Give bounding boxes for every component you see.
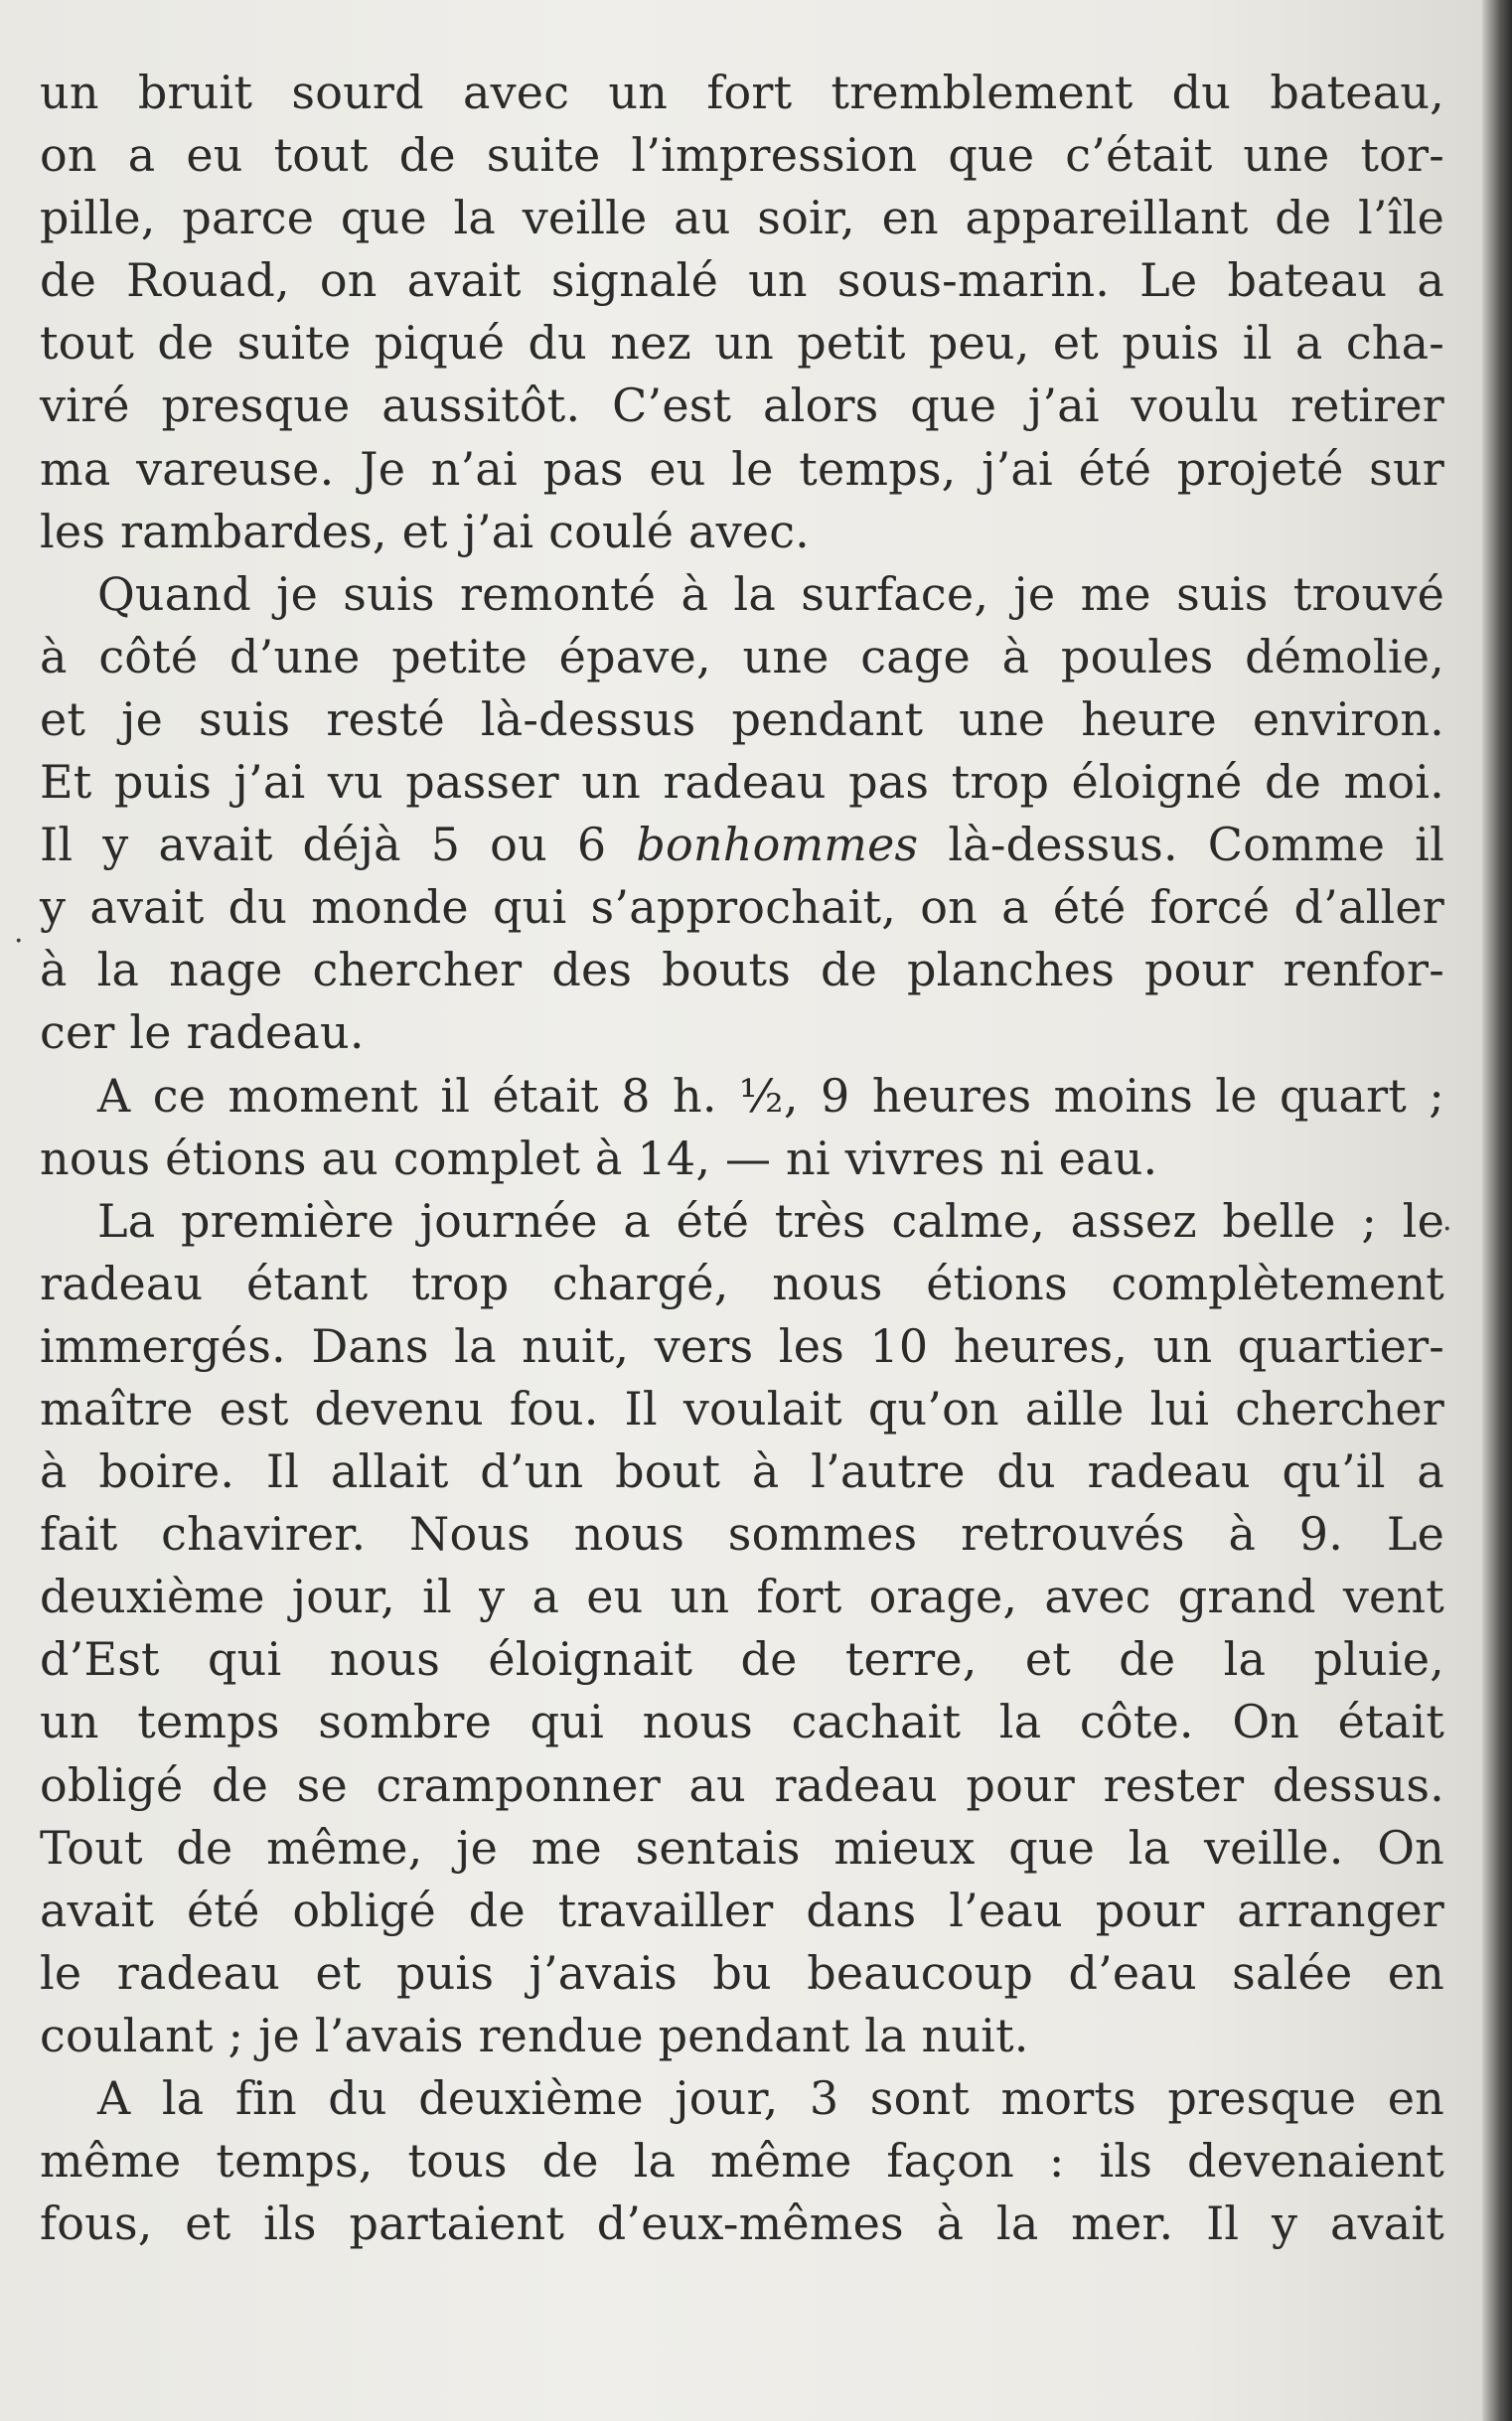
stray-margin-mark: · xyxy=(1442,1212,1452,1247)
text-line: fait chavirer. Nous nous sommes retrouvés à 9. Le xyxy=(40,1507,1444,1562)
text-line: fous, et ils partaient d’eux-mêmes à la mer. Il y avait xyxy=(40,2196,1444,2251)
paragraph-start-line: Quand je suis remonté à la surface, je me suis trouvé xyxy=(97,566,1444,621)
text-fragment: Il y avait déjà 5 ou 6 xyxy=(40,818,607,872)
text-line: les rambardes, et j’ai coulé avec. xyxy=(40,504,811,558)
paragraph-start-line: La première journée a été très calme, assez belle ; le xyxy=(97,1193,1444,1248)
text-line: à boire. Il allait d’un bout à l’autre du radeau qu’il a xyxy=(40,1444,1444,1499)
text-line: et je suis resté là-dessus pendant une heure environ. xyxy=(40,691,1444,746)
text-line: Et puis j’ai vu passer un radeau pas trop éloigné de moi. xyxy=(40,755,1444,810)
text-line-with-italic xyxy=(40,814,1444,876)
text-line: à côté d’une petite épave, une cage à poules démolie, xyxy=(40,629,1444,683)
text-line: maître est devenu fou. Il voulait qu’on aille lui chercher xyxy=(40,1381,1444,1436)
paragraph-start-line: A ce moment il était 8 h. ½, 9 heures moins le quart ; xyxy=(97,1068,1444,1123)
stray-margin-mark: · xyxy=(14,924,24,959)
page-edge-shadow xyxy=(1482,0,1512,2421)
text-line: de Rouad, on avait signalé un sous-marin. Le bateau a xyxy=(40,253,1444,308)
text-line: deuxième jour, il y a eu un fort orage, avec grand vent xyxy=(40,1570,1444,1624)
text-line: Tout de même, je me sentais mieux que la veille. On xyxy=(40,1820,1444,1875)
text-line: d’Est qui nous éloignait de terre, et de la pluie, xyxy=(40,1632,1444,1687)
paragraph-start-line: A la fin du deuxième jour, 3 sont morts presque en xyxy=(97,2071,1444,2125)
text-line: immergés. Dans la nuit, vers les 10 heures, un quartier- xyxy=(40,1318,1444,1373)
text-line: nous étions au complet à 14, — ni vivres ni eau. xyxy=(40,1131,1158,1185)
body-text xyxy=(40,62,1444,2255)
text-line: cer le radeau. xyxy=(40,1005,365,1060)
text-line: tout de suite piqué du nez un petit peu, et puis il a cha- xyxy=(40,316,1444,371)
text-line: le radeau et puis j’avais bu beaucoup d’eau salée en xyxy=(40,1945,1444,2000)
text-line: avait été obligé de travailler dans l’eau pour arranger xyxy=(40,1883,1444,1937)
text-line: coulant ; je l’avais rendue pendant la nuit. xyxy=(40,2008,1029,2062)
text-line: un temps sombre qui nous cachait la côte. On était xyxy=(40,1695,1444,1749)
text-line: à la nage chercher des bouts de planches pour renfor- xyxy=(40,943,1444,997)
text-line: un bruit sourd avec un fort tremblement du bateau, xyxy=(40,66,1444,119)
text-line: on a eu tout de suite l’impression que c’était une tor- xyxy=(40,128,1444,183)
text-line: même temps, tous de la même façon : ils devenaient xyxy=(40,2134,1444,2189)
text-line: viré presque aussitôt. C’est alors que j’ai voulu retirer xyxy=(40,378,1444,433)
text-line: radeau étant trop chargé, nous étions complètement xyxy=(40,1256,1444,1310)
text-line: y avait du monde qui s’approchait, on a été forcé d’aller xyxy=(40,880,1444,935)
text-line: ma vareuse. Je n’ai pas eu le temps, j’ai été projeté sur xyxy=(40,441,1444,496)
text-line: obligé de se cramponner au radeau pour rester dessus. xyxy=(40,1757,1444,1812)
italic-word: bonhommes xyxy=(636,818,919,872)
text-fragment: là-dessus. Comme il xyxy=(948,818,1444,872)
text-line: pille, parce que la veille au soir, en appareillant de l’île xyxy=(40,191,1444,245)
